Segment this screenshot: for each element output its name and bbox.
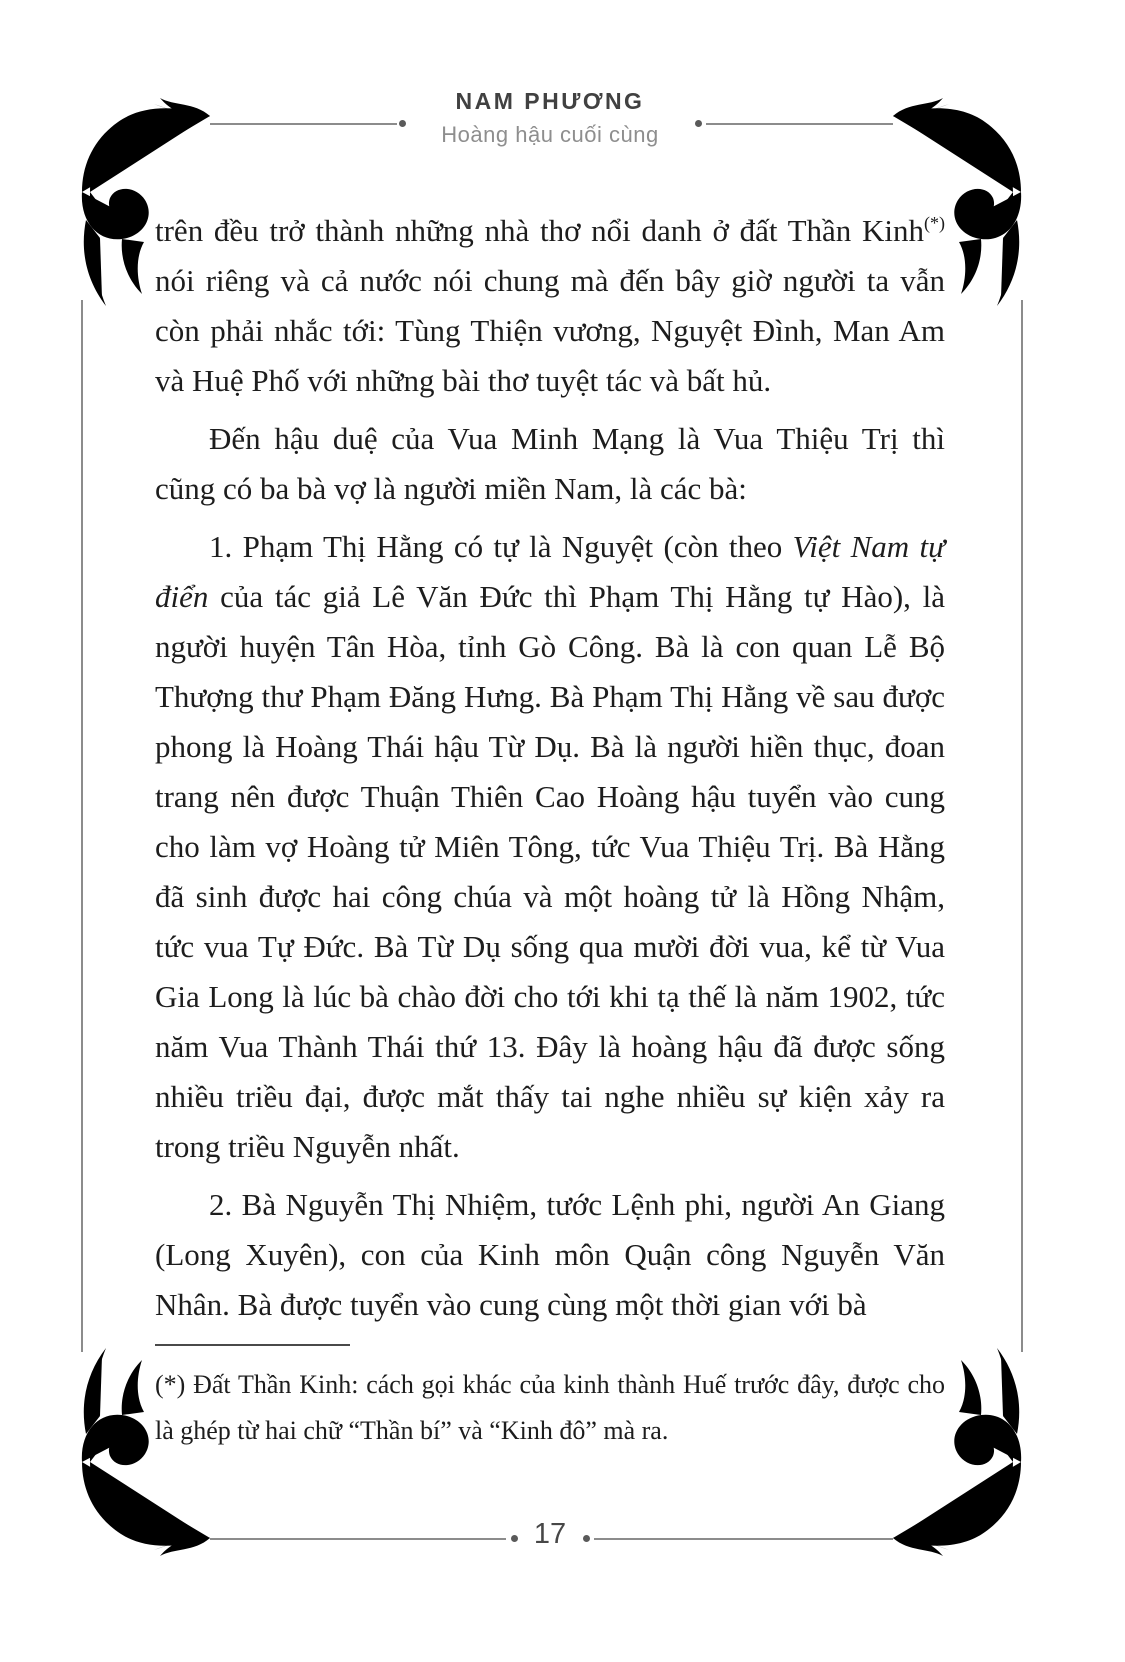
text-segment: Đến hậu duệ của Vua Minh Mạng là Vua Thiệu Trị thì cũng có ba bà vợ là người miền Nam, là các bà: xyxy=(155,421,945,506)
header-rule-left xyxy=(210,123,397,125)
text-segment: của tác giả Lê Văn Đức thì Phạm Thị Hằng tự Hào), là người huyện Tân Hòa, tỉnh Gò Công. Bà là con quan Lễ Bộ Thượng thư Phạm Đăng Hưng. Bà Phạm Thị Hằng về sau được phong là Hoàng Thái hậu Từ Dụ. Bà là người hiền thục, đoan trang nên được Thuận Thiên Cao Hoàng hậu tuyển vào cung cho làm vợ Hoàng tử Miên Tông, tức Vua Thiệu Trị. Bà Hằng đã sinh được hai công chúa và một hoàng tử là Hồng Nhậm, tức vua Tự Đức. Bà Từ Dụ sống qua mười đời vua, kể từ Vua Gia Long là lúc bà chào đời cho tới khi tạ thế là năm 1902, tức năm Vua Thành Thái thứ 13. Đây là hoàng hậu đã được sống nhiều triều đại, được mắt thấy tai nghe nhiều sự kiện xảy ra trong triều Nguyễn nhất. xyxy=(155,579,945,1164)
text-segment: Việt Nam tự điển xyxy=(155,529,945,614)
page-header-title: NAM PHƯƠNG xyxy=(455,88,645,114)
page-header-subtitle: Hoàng hậu cuối cùng xyxy=(441,122,659,147)
footnote-marker: (*) xyxy=(924,213,945,233)
frame-line-right xyxy=(1021,300,1023,1352)
text-segment: (*) Đất Thần Kinh: cách gọi khác của kinh thành Huế trước đây, được cho là ghép từ hai chữ “Thần bí” và “Kinh đô” mà ra. xyxy=(155,1370,945,1445)
page-body-text xyxy=(155,206,945,1338)
footnote-separator-rule xyxy=(155,1344,350,1346)
header-dot-right xyxy=(695,120,702,127)
body-paragraph xyxy=(155,1180,945,1330)
footnote-text xyxy=(155,1362,945,1454)
body-paragraph xyxy=(155,206,945,406)
header-dot-left xyxy=(399,120,406,127)
page-number: 17 xyxy=(533,1518,567,1550)
frame-line-left xyxy=(81,300,83,1352)
body-paragraph xyxy=(155,522,945,1172)
text-segment: trên đều trở thành những nhà thơ nổi danh ở đất Thần Kinh xyxy=(155,213,924,248)
header-rule-right xyxy=(706,123,893,125)
text-segment: nói riêng và cả nước nói chung mà đến bây giờ người ta vẫn còn phải nhắc tới: Tùng Thiện vương, Nguyệt Đình, Man Am và Huệ Phố với những bài thơ tuyệt tác và bất hủ. xyxy=(155,263,945,398)
body-paragraph xyxy=(155,414,945,514)
text-segment: 1. Phạm Thị Hằng có tự là Nguyệt (còn theo xyxy=(209,529,793,564)
text-segment: 2. Bà Nguyễn Thị Nhiệm, tước Lệnh phi, người An Giang (Long Xuyên), con của Kinh môn Quận công Nguyễn Văn Nhân. Bà được tuyển vào cung cùng một thời gian với bà xyxy=(155,1187,945,1322)
